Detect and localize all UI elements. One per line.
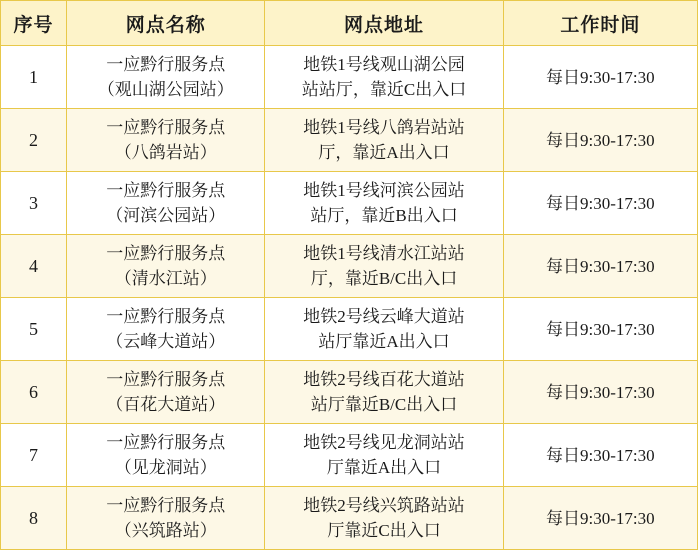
table-row [1, 235, 698, 298]
row-address-line2: 站厅，靠近B出入口 [310, 206, 458, 225]
table-body [1, 46, 698, 550]
row-address-line1: 地铁2号线兴筑路站站 [303, 496, 465, 515]
row-address-line2: 站站厅，靠近C出入口 [301, 80, 467, 99]
column-header-name: 网点名称 [67, 1, 265, 46]
row-name [67, 298, 265, 361]
row-name-line1: 一应黔行服务点 [106, 433, 226, 452]
row-address-line1: 地铁1号线观山湖公园 [303, 55, 465, 74]
row-address [265, 109, 503, 172]
column-header-index: 序号 [1, 1, 67, 46]
row-name-line2: （八鸽岩站） [114, 143, 217, 162]
row-name-line1: 一应黔行服务点 [106, 244, 226, 263]
row-address-line2: 厅，靠近B/C出入口 [310, 269, 458, 288]
row-hours: 每日9:30-17:30 [503, 46, 697, 109]
table-row [1, 109, 698, 172]
row-address-line1: 地铁2号线百花大道站 [303, 370, 465, 389]
row-name [67, 361, 265, 424]
row-name [67, 172, 265, 235]
row-hours: 每日9:30-17:30 [503, 298, 697, 361]
row-name [67, 46, 265, 109]
row-hours: 每日9:30-17:30 [503, 109, 697, 172]
row-index: 5 [1, 298, 67, 361]
row-name-line1: 一应黔行服务点 [106, 181, 226, 200]
table-header [1, 1, 698, 46]
row-name-line1: 一应黔行服务点 [106, 496, 226, 515]
row-name-line1: 一应黔行服务点 [106, 118, 226, 137]
table-row [1, 424, 698, 487]
row-index: 7 [1, 424, 67, 487]
table-header-row [1, 1, 698, 46]
row-address [265, 298, 503, 361]
row-name-line2: （兴筑路站） [114, 521, 217, 540]
row-address-line1: 地铁1号线河滨公园站 [303, 181, 465, 200]
row-hours: 每日9:30-17:30 [503, 424, 697, 487]
column-header-address: 网点地址 [265, 1, 503, 46]
row-address [265, 46, 503, 109]
table-row [1, 487, 698, 550]
row-name [67, 487, 265, 550]
row-name-line2: （清水江站） [114, 269, 217, 288]
row-address [265, 172, 503, 235]
row-name [67, 109, 265, 172]
row-name-line2: （观山湖公园站） [97, 80, 234, 99]
table-row [1, 46, 698, 109]
row-address-line1: 地铁2号线见龙洞站站 [303, 433, 465, 452]
row-hours: 每日9:30-17:30 [503, 172, 697, 235]
row-name-line1: 一应黔行服务点 [106, 370, 226, 389]
row-name-line2: （云峰大道站） [106, 332, 226, 351]
row-index: 8 [1, 487, 67, 550]
row-address-line2: 站厅靠近B/C出入口 [310, 395, 458, 414]
row-address-line2: 厅，靠近A出入口 [318, 143, 450, 162]
row-address [265, 361, 503, 424]
row-index: 6 [1, 361, 67, 424]
row-hours: 每日9:30-17:30 [503, 487, 697, 550]
row-index: 1 [1, 46, 67, 109]
row-name [67, 424, 265, 487]
row-address-line1: 地铁1号线八鸽岩站站 [303, 118, 465, 137]
table-row [1, 361, 698, 424]
row-address-line1: 地铁2号线云峰大道站 [303, 307, 465, 326]
row-name-line1: 一应黔行服务点 [106, 307, 226, 326]
row-address [265, 487, 503, 550]
row-index: 2 [1, 109, 67, 172]
row-index: 3 [1, 172, 67, 235]
column-header-hours: 工作时间 [503, 1, 697, 46]
row-name-line2: （见龙洞站） [114, 458, 217, 477]
row-name-line1: 一应黔行服务点 [106, 55, 226, 74]
table-row [1, 172, 698, 235]
row-address [265, 424, 503, 487]
row-index: 4 [1, 235, 67, 298]
row-name-line2: （河滨公园站） [106, 206, 226, 225]
row-address [265, 235, 503, 298]
row-address-line2: 厅靠近A出入口 [326, 458, 442, 477]
row-hours: 每日9:30-17:30 [503, 235, 697, 298]
table-row [1, 298, 698, 361]
row-address-line1: 地铁1号线清水江站站 [303, 244, 465, 263]
row-name [67, 235, 265, 298]
row-address-line2: 厅靠近C出入口 [327, 521, 441, 540]
row-hours: 每日9:30-17:30 [503, 361, 697, 424]
row-address-line2: 站厅靠近A出入口 [318, 332, 450, 351]
row-name-line2: （百花大道站） [106, 395, 226, 414]
